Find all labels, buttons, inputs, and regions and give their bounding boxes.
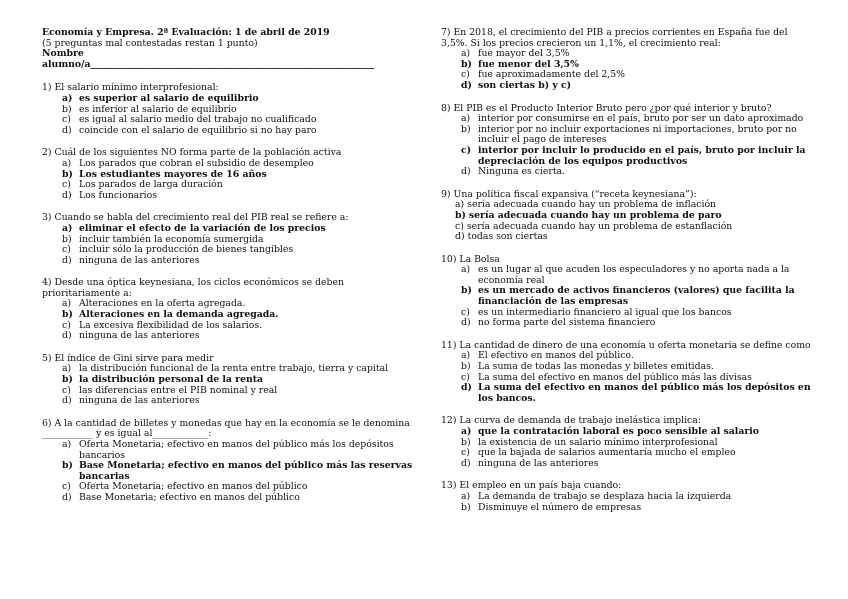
- option-text: Alteraciones en la demanda agregada.: [79, 309, 279, 321]
- option-letter: a): [461, 48, 471, 60]
- question-2: [441, 104, 813, 178]
- option-text: fue mayor del 3,5%: [478, 48, 570, 60]
- option-letter: c): [62, 319, 71, 331]
- answer-option: [42, 94, 422, 105]
- question-5: [42, 354, 422, 407]
- option-text: que la bajada de salarios aumentaría mucho el empleo: [478, 447, 736, 459]
- option-text: ninguna de las anteriores: [79, 254, 200, 266]
- option-letter: c): [455, 220, 464, 232]
- option-letter: c): [461, 306, 470, 318]
- option-letter: b): [62, 374, 73, 386]
- option-letter: a): [461, 490, 471, 502]
- option-text: sería adecuada cuando hay un problema de inflación: [467, 199, 717, 211]
- option-text: incluir también la economía sumergida: [79, 233, 264, 245]
- answer-option: [42, 493, 422, 504]
- question-1: [441, 28, 813, 92]
- option-letter: c): [461, 447, 470, 459]
- option-text: Los parados de larga duración: [79, 179, 223, 191]
- question-5: [441, 341, 813, 405]
- option-text: es un mercado de activos financieros (valores) que facilita la financiación de las empresas: [478, 285, 795, 308]
- question-2: [42, 148, 422, 201]
- answer-option: [441, 81, 813, 92]
- answer-option: [441, 492, 813, 503]
- option-letter: c): [62, 114, 71, 126]
- question-stem: 13) El empleo en un país baja cuando:: [441, 480, 622, 492]
- exam-title: Economía y Empresa. 2ª Evaluación: 1 de abril de 2019: [42, 27, 330, 38]
- option-letter: a): [62, 222, 73, 234]
- question-stem: 12) La curva de demanda de trabajo inelástica implica:: [441, 415, 701, 427]
- option-text: La suma de todas las monedas y billetes emitidas.: [478, 361, 714, 373]
- option-letter: c): [461, 144, 472, 156]
- option-letter: d): [461, 166, 471, 178]
- option-letter: b): [62, 168, 73, 180]
- option-letter: c): [461, 371, 470, 383]
- question-4: [441, 255, 813, 329]
- left-question-list: [42, 83, 422, 503]
- answer-option: [441, 383, 813, 404]
- option-letter: a): [461, 350, 471, 362]
- option-text: Los estudiantes mayores de 16 años: [79, 168, 267, 180]
- option-text: todas son ciertas: [467, 231, 548, 243]
- option-text: ninguna de las anteriores: [79, 395, 200, 407]
- question-3: [441, 190, 813, 243]
- question-stem: 11) La cantidad de dinero de una economía u oferta monetaria se define como: [441, 339, 811, 351]
- question-1: [42, 83, 422, 136]
- question-stem: 5) El índice de Gini sirve para medir: [42, 352, 214, 364]
- option-text: Oferta Monetaria; efectivo en manos del público: [79, 481, 308, 493]
- option-text: son ciertas b) y c): [478, 79, 572, 91]
- exam-note: (5 preguntas mal contestadas restan 1 punto): [42, 37, 258, 49]
- option-text: Base Monetaria; efectivo en manos del público: [79, 491, 300, 503]
- answer-option: [441, 232, 813, 243]
- option-letter: d): [62, 189, 72, 201]
- option-text: La demanda de trabajo se desplaza hacia la izquierda: [478, 490, 732, 502]
- right-column: [441, 28, 813, 513]
- option-letter: a): [62, 439, 72, 450]
- option-letter: b): [461, 58, 472, 70]
- option-text: fue menor del 3,5%: [478, 58, 579, 70]
- option-text: es un lugar al que acuden los especuladores y no aporta nada a la economía real: [478, 264, 790, 286]
- question-7: [441, 481, 813, 513]
- question-stem: 9) Una política fiscal expansiva (“receta keynesiana”):: [441, 188, 697, 200]
- answer-option: [441, 286, 813, 307]
- question-stem: 1) El salario mínimo interprofesional:: [42, 82, 219, 94]
- question-4: [42, 278, 422, 342]
- option-letter: d): [62, 330, 72, 342]
- answer-option: [42, 331, 422, 342]
- answer-option: [441, 146, 813, 167]
- question-stem: 4) Desde una óptica keynesiana, los ciclos económicos se deben prioritariamente a:: [42, 277, 344, 299]
- option-letter: a): [62, 363, 72, 375]
- option-letter: b): [461, 436, 471, 448]
- option-letter: b): [461, 123, 471, 135]
- option-letter: b): [62, 103, 72, 115]
- option-letter: b): [461, 361, 471, 373]
- answer-option: [441, 503, 813, 514]
- option-text: que la contratación laboral es poco sensible al salario: [478, 426, 759, 437]
- option-letter: d): [62, 254, 72, 266]
- name-label: Nombre: [42, 48, 84, 60]
- question-stem: 7) En 2018, el crecimiento del PIB a precios corrientes en España fue del 3,5%. Si los precios crecieron un 1,1%, el crecimiento real:: [441, 27, 788, 49]
- answer-option: [42, 224, 422, 235]
- option-text: es superior al salario de equilibrio: [79, 92, 259, 104]
- option-letter: c): [62, 179, 71, 191]
- option-text: Disminuye el número de empresas: [478, 501, 642, 513]
- option-text: Ninguna es cierta.: [478, 166, 566, 178]
- question-6: [441, 416, 813, 469]
- answer-option: [42, 191, 422, 202]
- option-text: interior por incluir lo producido en el país, bruto por incluir la depreciación de los equipos productivos: [478, 144, 806, 167]
- answer-option: [42, 440, 422, 461]
- option-letter: a): [461, 426, 472, 437]
- option-text: incluir sólo la producción de bienes tangibles: [79, 244, 294, 256]
- answer-option: [42, 396, 422, 407]
- option-letter: a): [455, 199, 465, 211]
- option-text: es un intermediario financiero al igual que los bancos: [478, 306, 732, 318]
- option-text: La suma del efectivo en manos del público más los depósitos en los bancos.: [478, 382, 811, 404]
- answer-option: [42, 256, 422, 267]
- option-text: Los funcionarios: [79, 189, 158, 201]
- answer-option: [441, 265, 813, 286]
- option-letter: b): [62, 233, 72, 245]
- option-text: eliminar el efecto de la variación de los precios: [79, 222, 326, 234]
- exam-header: [42, 28, 422, 70]
- question-stem: 10) La Bolsa: [441, 253, 500, 265]
- question-stem: 8) El PIB es el Producto Interior Bruto pero ¿por qué interior y bruto?: [441, 102, 772, 114]
- option-text: la distribución personal de la renta: [79, 374, 264, 386]
- option-text: fue aproximadamente del 2,5%: [478, 69, 625, 81]
- option-text: Base Monetaria; efectivo en manos del público más las reservas bancarias: [79, 460, 413, 482]
- answer-option: [441, 211, 813, 222]
- option-letter: d): [461, 79, 472, 91]
- option-letter: d): [461, 457, 471, 469]
- option-letter: d): [461, 382, 472, 394]
- option-text: sería adecuada cuando hay un problema de estanflación: [466, 220, 733, 232]
- answer-option: [441, 125, 813, 146]
- option-letter: a): [62, 157, 72, 169]
- option-letter: d): [62, 395, 72, 407]
- option-letter: b): [455, 209, 466, 221]
- option-letter: b): [461, 501, 471, 513]
- answer-option: [42, 126, 422, 137]
- question-stem: 6) A la cantidad de billetes y monedas que hay en la economía se le denomina ___________ y es igual al____________:: [42, 417, 410, 440]
- option-letter: a): [62, 92, 73, 104]
- question-6: [42, 419, 422, 504]
- option-text: no forma parte del sistema financiero: [478, 317, 656, 329]
- option-text: la distribución funcional de la renta entre trabajo, tierra y capital: [79, 363, 389, 375]
- option-letter: a): [461, 264, 471, 276]
- answer-option: [441, 318, 813, 329]
- option-text: La excesiva flexibilidad de los salarios.: [79, 319, 263, 331]
- option-text: sería adecuada cuando hay un problema de paro: [468, 209, 722, 221]
- option-text: Los parados que cobran el subsidio de desempleo: [79, 157, 314, 169]
- answer-option: [42, 159, 422, 170]
- option-text: Oferta Monetaria; efectivo en manos del público más los depósitos bancarios: [79, 439, 394, 461]
- option-text: interior por consumirse en el país, bruto por ser un dato aproximado: [478, 113, 804, 125]
- option-text: es inferior al salario de equilibrio: [79, 103, 237, 115]
- option-text: las diferencias entre el PIB nominal y real: [79, 384, 278, 396]
- answer-option: [42, 461, 422, 482]
- question-stem: 2) Cuál de los siguientes NO forma parte de la población activa: [42, 147, 342, 159]
- right-question-list: [441, 28, 813, 513]
- option-text: El efectivo en manos del público.: [478, 350, 634, 362]
- option-text: Alteraciones en la oferta agregada.: [79, 298, 246, 310]
- option-text: la existencia de un salario mínimo interprofesional: [478, 436, 718, 448]
- option-letter: d): [62, 491, 72, 503]
- option-letter: c): [461, 69, 470, 81]
- option-letter: b): [62, 460, 73, 472]
- option-letter: d): [62, 124, 72, 136]
- option-text: ninguna de las anteriores: [478, 457, 599, 469]
- option-text: es igual al salario medio del trabajo no cualificado: [79, 114, 317, 126]
- option-text: La suma del efectivo en manos del público más las divisas: [478, 371, 752, 383]
- option-letter: c): [62, 481, 71, 493]
- option-letter: a): [62, 298, 72, 310]
- option-letter: d): [455, 231, 465, 243]
- answer-option: [441, 427, 813, 438]
- option-text: coincide con el salario de equilibrio si no hay paro: [79, 124, 317, 136]
- answer-option: [441, 167, 813, 178]
- left-column: [42, 28, 422, 504]
- option-text: ninguna de las anteriores: [79, 330, 200, 342]
- option-letter: c): [62, 384, 71, 396]
- question-3: [42, 213, 422, 266]
- question-stem: 3) Cuando se habla del crecimiento real del PIB real se refiere a:: [42, 212, 349, 224]
- answer-option: [441, 459, 813, 470]
- option-text: interior por no incluir exportaciones ni importaciones, bruto por no incluir el pago de intereses: [478, 123, 797, 146]
- name-line: alumno/a_____________________________________________________________: [42, 58, 375, 70]
- option-letter: a): [461, 113, 471, 125]
- option-letter: c): [62, 244, 71, 256]
- option-letter: b): [461, 285, 472, 297]
- option-letter: d): [461, 317, 471, 329]
- option-letter: b): [62, 309, 73, 321]
